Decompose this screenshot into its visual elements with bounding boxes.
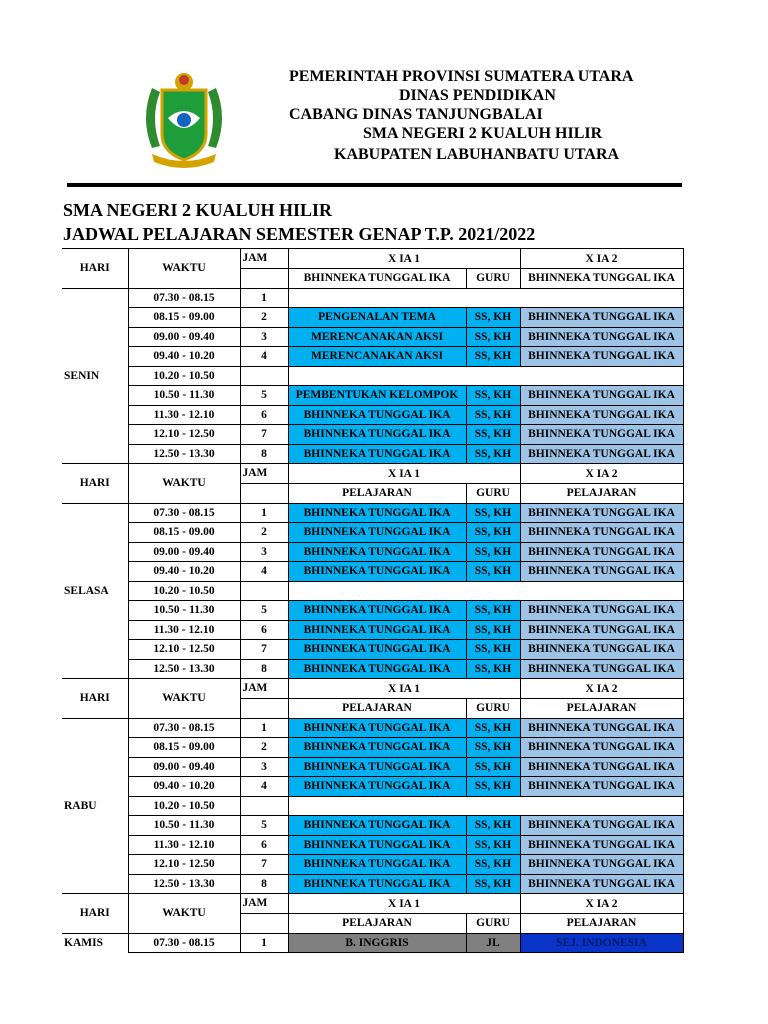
period-cell: 8	[240, 874, 288, 894]
header-subject-1: PELAJARAN	[288, 484, 466, 504]
period-cell: 1	[240, 288, 288, 308]
subject-xia2: BHINNEKA TUNGGAL IKA	[520, 816, 683, 836]
period-cell: 6	[240, 620, 288, 640]
subject-xia2: BHINNEKA TUNGGAL IKA	[520, 620, 683, 640]
table-row	[62, 933, 683, 953]
subject-xia2: BHINNEKA TUNGGAL IKA	[520, 777, 683, 797]
teacher-cell: SS, KH	[466, 855, 520, 875]
teacher-cell: SS, KH	[466, 503, 520, 523]
subject-xia1: BHINNEKA TUNGGAL IKA	[288, 835, 466, 855]
header-jam-blank	[240, 484, 288, 504]
table-row	[62, 874, 683, 894]
time-cell: 08.15 - 09.00	[128, 523, 240, 543]
time-cell: 12.50 - 13.30	[128, 874, 240, 894]
time-cell: 09.00 - 09.40	[128, 327, 240, 347]
subject-xia2: BHINNEKA TUNGGAL IKA	[520, 562, 683, 582]
subject-xia2: SEJ. INDONESIA	[520, 933, 683, 953]
teacher-cell: SS, KH	[466, 425, 520, 445]
teacher-cell: SS, KH	[466, 405, 520, 425]
header-class-1: X IA 1	[288, 894, 520, 914]
period-cell	[240, 796, 288, 816]
subject-xia1: BHINNEKA TUNGGAL IKA	[288, 874, 466, 894]
teacher-cell: SS, KH	[466, 874, 520, 894]
subject-xia1: BHINNEKA TUNGGAL IKA	[288, 620, 466, 640]
period-cell: 5	[240, 386, 288, 406]
table-row	[62, 738, 683, 758]
period-cell: 6	[240, 835, 288, 855]
header-class-1: X IA 1	[288, 464, 520, 484]
subject-xia1: BHINNEKA TUNGGAL IKA	[288, 425, 466, 445]
schedule-table	[62, 248, 684, 953]
time-cell: 09.40 - 10.20	[128, 777, 240, 797]
teacher-cell: SS, KH	[466, 659, 520, 679]
schedule-title: JADWAL PELAJARAN SEMESTER GENAP T.P. 2021/2022	[63, 224, 536, 244]
subject-xia2: BHINNEKA TUNGGAL IKA	[520, 542, 683, 562]
header-jam-blank	[240, 699, 288, 719]
period-cell: 3	[240, 542, 288, 562]
header-row	[62, 894, 683, 914]
teacher-cell: SS, KH	[466, 640, 520, 660]
table-row	[62, 347, 683, 367]
table-row	[62, 425, 683, 445]
table-row	[62, 640, 683, 660]
period-cell: 2	[240, 523, 288, 543]
subject-xia2: BHINNEKA TUNGGAL IKA	[520, 659, 683, 679]
teacher-cell: SS, KH	[466, 386, 520, 406]
time-cell: 09.00 - 09.40	[128, 757, 240, 777]
time-cell: 10.50 - 11.30	[128, 386, 240, 406]
period-cell	[240, 581, 288, 601]
time-cell: 10.50 - 11.30	[128, 601, 240, 621]
period-cell: 2	[240, 738, 288, 758]
table-row	[62, 503, 683, 523]
table-row	[62, 562, 683, 582]
subject-xia2: BHINNEKA TUNGGAL IKA	[520, 523, 683, 543]
header-jam: JAM	[240, 894, 288, 914]
period-cell: 1	[240, 503, 288, 523]
header-waktu: WAKTU	[128, 679, 240, 719]
subject-xia2: BHINNEKA TUNGGAL IKA	[520, 874, 683, 894]
subject-xia2: BHINNEKA TUNGGAL IKA	[520, 327, 683, 347]
table-row	[62, 308, 683, 328]
subject-xia1: BHINNEKA TUNGGAL IKA	[288, 601, 466, 621]
teacher-cell: SS, KH	[466, 444, 520, 464]
header-row	[62, 464, 683, 484]
table-row	[62, 327, 683, 347]
subject-xia2: BHINNEKA TUNGGAL IKA	[520, 308, 683, 328]
period-cell: 7	[240, 640, 288, 660]
teacher-cell: SS, KH	[466, 308, 520, 328]
header-waktu: WAKTU	[128, 464, 240, 504]
table-row	[62, 855, 683, 875]
teacher-cell: JL	[466, 933, 520, 953]
period-cell: 7	[240, 855, 288, 875]
empty-cell	[288, 366, 683, 386]
letterhead-line-2: DINAS PENDIDIKAN	[399, 87, 556, 104]
subject-xia2: BHINNEKA TUNGGAL IKA	[520, 718, 683, 738]
time-cell: 10.20 - 10.50	[128, 796, 240, 816]
header-subject-1: PELAJARAN	[288, 699, 466, 719]
teacher-cell: SS, KH	[466, 347, 520, 367]
teacher-cell: SS, KH	[466, 601, 520, 621]
subject-xia2: BHINNEKA TUNGGAL IKA	[520, 503, 683, 523]
letterhead-line-5: KABUPATEN LABUHANBATU UTARA	[334, 146, 620, 163]
subject-xia1: BHINNEKA TUNGGAL IKA	[288, 640, 466, 660]
subject-xia1: MERENCANAKAN AKSI	[288, 347, 466, 367]
period-cell	[240, 366, 288, 386]
subject-xia1: PENGENALAN TEMA	[288, 308, 466, 328]
day-name: KAMIS	[62, 933, 128, 953]
header-jam: JAM	[240, 679, 288, 699]
table-row	[62, 796, 683, 816]
subject-xia2: BHINNEKA TUNGGAL IKA	[520, 640, 683, 660]
header-class-1: X IA 1	[288, 679, 520, 699]
subject-xia2: BHINNEKA TUNGGAL IKA	[520, 855, 683, 875]
letterhead-line-4: SMA NEGERI 2 KUALUH HILIR	[363, 125, 603, 142]
table-row	[62, 777, 683, 797]
teacher-cell: SS, KH	[466, 562, 520, 582]
header-row	[62, 249, 683, 269]
subject-xia1: BHINNEKA TUNGGAL IKA	[288, 405, 466, 425]
teacher-cell: SS, KH	[466, 620, 520, 640]
school-title: SMA NEGERI 2 KUALUH HILIR	[63, 200, 333, 220]
header-jam: JAM	[240, 249, 288, 269]
table-row	[62, 757, 683, 777]
header-jam-blank	[240, 914, 288, 934]
subject-xia2: BHINNEKA TUNGGAL IKA	[520, 738, 683, 758]
teacher-cell: SS, KH	[466, 816, 520, 836]
time-cell: 12.10 - 12.50	[128, 855, 240, 875]
table-row	[62, 386, 683, 406]
table-row	[62, 288, 683, 308]
time-cell: 07.30 - 08.15	[128, 933, 240, 953]
header-class-2: X IA 2	[520, 464, 683, 484]
teacher-cell: SS, KH	[466, 777, 520, 797]
subject-xia1: BHINNEKA TUNGGAL IKA	[288, 444, 466, 464]
header-hari: HARI	[62, 249, 128, 289]
teacher-cell: SS, KH	[466, 523, 520, 543]
period-cell: 5	[240, 601, 288, 621]
header-jam-blank	[240, 269, 288, 289]
teacher-cell: SS, KH	[466, 835, 520, 855]
subject-xia2: BHINNEKA TUNGGAL IKA	[520, 347, 683, 367]
subject-xia2: BHINNEKA TUNGGAL IKA	[520, 386, 683, 406]
time-cell: 09.40 - 10.20	[128, 562, 240, 582]
table-row	[62, 601, 683, 621]
time-cell: 12.10 - 12.50	[128, 640, 240, 660]
teacher-cell: SS, KH	[466, 718, 520, 738]
subject-xia1: BHINNEKA TUNGGAL IKA	[288, 523, 466, 543]
subject-xia1: BHINNEKA TUNGGAL IKA	[288, 562, 466, 582]
subject-xia1: PEMBENTUKAN KELOMPOK	[288, 386, 466, 406]
table-row	[62, 542, 683, 562]
time-cell: 11.30 - 12.10	[128, 405, 240, 425]
header-class-1: X IA 1	[288, 249, 520, 269]
header-subject-1: PELAJARAN	[288, 914, 466, 934]
empty-cell	[288, 288, 683, 308]
subject-xia1: BHINNEKA TUNGGAL IKA	[288, 738, 466, 758]
table-row	[62, 523, 683, 543]
time-cell: 10.20 - 10.50	[128, 366, 240, 386]
table-row	[62, 835, 683, 855]
letterhead-line-1: PEMERINTAH PROVINSI SUMATERA UTARA	[289, 68, 634, 85]
time-cell: 07.30 - 08.15	[128, 288, 240, 308]
header-hari: HARI	[62, 894, 128, 934]
header-guru: GURU	[466, 699, 520, 719]
province-logo	[138, 68, 230, 172]
letterhead-line-3: CABANG DINAS TANJUNGBALAI	[289, 106, 543, 123]
table-row	[62, 444, 683, 464]
table-row	[62, 366, 683, 386]
header-subject-2: PELAJARAN	[520, 484, 683, 504]
subject-xia2: BHINNEKA TUNGGAL IKA	[520, 601, 683, 621]
day-name: SELASA	[62, 503, 128, 679]
subject-xia2: BHINNEKA TUNGGAL IKA	[520, 405, 683, 425]
letterhead-divider	[67, 183, 682, 187]
period-cell: 7	[240, 425, 288, 445]
header-hari: HARI	[62, 464, 128, 504]
period-cell: 8	[240, 444, 288, 464]
header-waktu: WAKTU	[128, 894, 240, 934]
period-cell: 4	[240, 562, 288, 582]
empty-cell	[288, 796, 683, 816]
subject-xia2: BHINNEKA TUNGGAL IKA	[520, 835, 683, 855]
header-guru: GURU	[466, 914, 520, 934]
header-guru: GURU	[466, 269, 520, 289]
empty-cell	[288, 581, 683, 601]
subject-xia2: BHINNEKA TUNGGAL IKA	[520, 757, 683, 777]
header-subject-2: BHINNEKA TUNGGAL IKA	[520, 269, 683, 289]
period-cell: 8	[240, 659, 288, 679]
time-cell: 10.50 - 11.30	[128, 816, 240, 836]
period-cell: 1	[240, 933, 288, 953]
subject-xia1: BHINNEKA TUNGGAL IKA	[288, 757, 466, 777]
period-cell: 3	[240, 757, 288, 777]
time-cell: 07.30 - 08.15	[128, 718, 240, 738]
subject-xia2: BHINNEKA TUNGGAL IKA	[520, 444, 683, 464]
period-cell: 4	[240, 347, 288, 367]
header-jam: JAM	[240, 464, 288, 484]
table-row	[62, 581, 683, 601]
time-cell: 11.30 - 12.10	[128, 835, 240, 855]
period-cell: 6	[240, 405, 288, 425]
subject-xia1: BHINNEKA TUNGGAL IKA	[288, 542, 466, 562]
subject-xia1: BHINNEKA TUNGGAL IKA	[288, 777, 466, 797]
header-row	[62, 679, 683, 699]
header-class-2: X IA 2	[520, 679, 683, 699]
subject-xia1: BHINNEKA TUNGGAL IKA	[288, 855, 466, 875]
subject-xia1: BHINNEKA TUNGGAL IKA	[288, 659, 466, 679]
table-row	[62, 405, 683, 425]
subject-xia1: BHINNEKA TUNGGAL IKA	[288, 718, 466, 738]
day-name: SENIN	[62, 288, 128, 464]
header-subject-1: BHINNEKA TUNGGAL IKA	[288, 269, 466, 289]
teacher-cell: SS, KH	[466, 757, 520, 777]
time-cell: 12.50 - 13.30	[128, 444, 240, 464]
header-class-2: X IA 2	[520, 249, 683, 269]
period-cell: 4	[240, 777, 288, 797]
time-cell: 10.20 - 10.50	[128, 581, 240, 601]
time-cell: 12.50 - 13.30	[128, 659, 240, 679]
time-cell: 11.30 - 12.10	[128, 620, 240, 640]
teacher-cell: SS, KH	[466, 327, 520, 347]
period-cell: 5	[240, 816, 288, 836]
time-cell: 09.00 - 09.40	[128, 542, 240, 562]
header-waktu: WAKTU	[128, 249, 240, 289]
subject-xia1: B. INGGRIS	[288, 933, 466, 953]
teacher-cell: SS, KH	[466, 542, 520, 562]
subject-xia1: BHINNEKA TUNGGAL IKA	[288, 503, 466, 523]
header-subject-2: PELAJARAN	[520, 699, 683, 719]
time-cell: 08.15 - 09.00	[128, 738, 240, 758]
time-cell: 09.40 - 10.20	[128, 347, 240, 367]
table-row	[62, 620, 683, 640]
header-subject-2: PELAJARAN	[520, 914, 683, 934]
period-cell: 1	[240, 718, 288, 738]
time-cell: 08.15 - 09.00	[128, 308, 240, 328]
header-hari: HARI	[62, 679, 128, 719]
teacher-cell: SS, KH	[466, 738, 520, 758]
table-row	[62, 816, 683, 836]
subject-xia2: BHINNEKA TUNGGAL IKA	[520, 425, 683, 445]
header-class-2: X IA 2	[520, 894, 683, 914]
subject-xia1: BHINNEKA TUNGGAL IKA	[288, 816, 466, 836]
day-name: RABU	[62, 718, 128, 894]
table-row	[62, 659, 683, 679]
period-cell: 3	[240, 327, 288, 347]
time-cell: 07.30 - 08.15	[128, 503, 240, 523]
subject-xia1: MERENCANAKAN AKSI	[288, 327, 466, 347]
period-cell: 2	[240, 308, 288, 328]
header-guru: GURU	[466, 484, 520, 504]
time-cell: 12.10 - 12.50	[128, 425, 240, 445]
table-row	[62, 718, 683, 738]
